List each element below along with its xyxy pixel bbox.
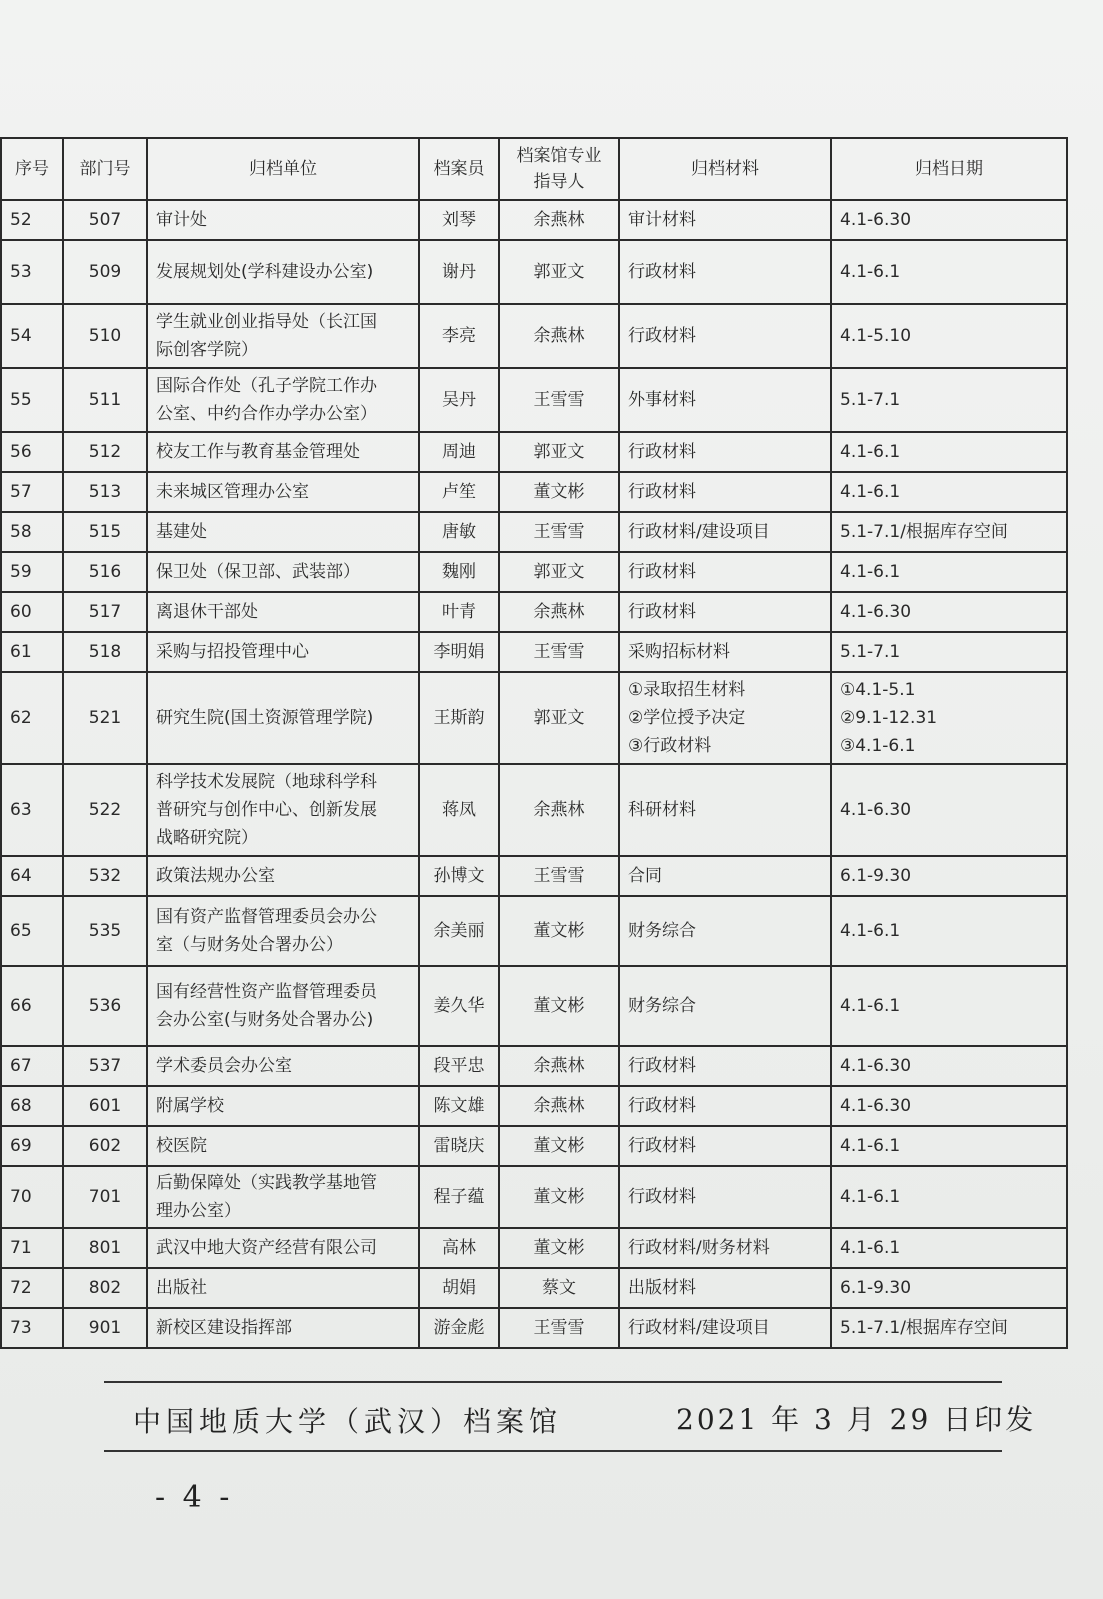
cell-unit: 保卫处（保卫部、武装部） — [147, 552, 419, 592]
cell-archivist: 胡娟 — [419, 1268, 499, 1308]
cell-guide: 董文彬 — [499, 896, 619, 966]
cell-dept: 801 — [63, 1228, 147, 1268]
footer-top-rule — [104, 1381, 1002, 1383]
cell-date: 4.1-6.30 — [831, 1086, 1067, 1126]
header-dept: 部门号 — [63, 138, 147, 200]
cell-guide: 余燕林 — [499, 304, 619, 368]
table-row — [1, 966, 1067, 1046]
cell-material: 行政材料 — [619, 1166, 831, 1228]
cell-archivist: 高林 — [419, 1228, 499, 1268]
cell-seq: 69 — [1, 1126, 63, 1166]
cell-dept: 536 — [63, 966, 147, 1046]
cell-date: 6.1-9.30 — [831, 1268, 1067, 1308]
cell-unit: 政策法规办公室 — [147, 856, 419, 896]
cell-seq: 53 — [1, 240, 63, 304]
cell-seq: 61 — [1, 632, 63, 672]
issue-date: 2021 年 3 月 29 日印发 — [676, 1403, 1037, 1436]
cell-seq: 71 — [1, 1228, 63, 1268]
table-row — [1, 432, 1067, 472]
table-row — [1, 764, 1067, 856]
table-row — [1, 512, 1067, 552]
cell-seq: 60 — [1, 592, 63, 632]
cell-guide: 王雪雪 — [499, 856, 619, 896]
cell-unit: 出版社 — [147, 1268, 419, 1308]
cell-unit: 基建处 — [147, 512, 419, 552]
cell-archivist: 雷晓庆 — [419, 1126, 499, 1166]
table-row — [1, 1086, 1067, 1126]
table-row — [1, 240, 1067, 304]
cell-archivist: 魏刚 — [419, 552, 499, 592]
cell-seq: 70 — [1, 1166, 63, 1228]
cell-archivist: 程子蕴 — [419, 1166, 499, 1228]
cell-archivist: 余美丽 — [419, 896, 499, 966]
cell-archivist: 卢笙 — [419, 472, 499, 512]
cell-material: ①录取招生材料 ②学位授予决定 ③行政材料 — [619, 672, 831, 764]
cell-material: 行政材料 — [619, 240, 831, 304]
cell-material: 行政材料/财务材料 — [619, 1228, 831, 1268]
cell-unit: 离退休干部处 — [147, 592, 419, 632]
cell-dept: 601 — [63, 1086, 147, 1126]
page-number: - 4 - — [155, 1480, 234, 1515]
cell-material: 财务综合 — [619, 896, 831, 966]
cell-material: 合同 — [619, 856, 831, 896]
cell-date: 4.1-6.1 — [831, 896, 1067, 966]
cell-archivist: 王斯韵 — [419, 672, 499, 764]
cell-seq: 68 — [1, 1086, 63, 1126]
cell-unit: 发展规划处(学科建设办公室) — [147, 240, 419, 304]
cell-seq: 52 — [1, 200, 63, 240]
footer-bottom-rule — [104, 1450, 1002, 1452]
cell-seq: 64 — [1, 856, 63, 896]
cell-dept: 518 — [63, 632, 147, 672]
cell-dept: 901 — [63, 1308, 147, 1348]
cell-guide: 郭亚文 — [499, 672, 619, 764]
cell-archivist: 李亮 — [419, 304, 499, 368]
cell-guide: 董文彬 — [499, 966, 619, 1046]
cell-seq: 73 — [1, 1308, 63, 1348]
cell-material: 行政材料 — [619, 1126, 831, 1166]
cell-unit: 校医院 — [147, 1126, 419, 1166]
cell-dept: 532 — [63, 856, 147, 896]
cell-unit: 国有资产监督管理委员会办公 室（与财务处合署办公） — [147, 896, 419, 966]
issuer-name: 中国地质大学（武汉）档案馆 — [133, 1405, 563, 1438]
cell-material: 财务综合 — [619, 966, 831, 1046]
cell-guide: 余燕林 — [499, 1086, 619, 1126]
cell-guide: 郭亚文 — [499, 240, 619, 304]
cell-date: 4.1-6.1 — [831, 1126, 1067, 1166]
cell-archivist: 孙博文 — [419, 856, 499, 896]
cell-archivist: 刘琴 — [419, 200, 499, 240]
header-material: 归档材料 — [619, 138, 831, 200]
table-header-row — [1, 138, 1067, 200]
cell-seq: 58 — [1, 512, 63, 552]
cell-dept: 516 — [63, 552, 147, 592]
cell-guide: 王雪雪 — [499, 1308, 619, 1348]
table-row — [1, 200, 1067, 240]
cell-archivist: 吴丹 — [419, 368, 499, 432]
cell-dept: 510 — [63, 304, 147, 368]
cell-date: 4.1-6.30 — [831, 200, 1067, 240]
cell-guide: 董文彬 — [499, 1166, 619, 1228]
table-row — [1, 472, 1067, 512]
cell-unit: 校友工作与教育基金管理处 — [147, 432, 419, 472]
header-archivist: 档案员 — [419, 138, 499, 200]
cell-unit: 国际合作处（孔子学院工作办 公室、中约合作办学办公室） — [147, 368, 419, 432]
cell-material: 行政材料 — [619, 472, 831, 512]
table-row — [1, 1268, 1067, 1308]
cell-material: 外事材料 — [619, 368, 831, 432]
cell-dept: 513 — [63, 472, 147, 512]
cell-date: 5.1-7.1 — [831, 632, 1067, 672]
cell-date: 5.1-7.1/根据库存空间 — [831, 512, 1067, 552]
cell-material: 行政材料/建设项目 — [619, 1308, 831, 1348]
cell-seq: 56 — [1, 432, 63, 472]
cell-archivist: 陈文雄 — [419, 1086, 499, 1126]
cell-seq: 66 — [1, 966, 63, 1046]
cell-seq: 62 — [1, 672, 63, 764]
cell-guide: 郭亚文 — [499, 432, 619, 472]
cell-material: 审计材料 — [619, 200, 831, 240]
cell-date: ①4.1-5.1 ②9.1-12.31 ③4.1-6.1 — [831, 672, 1067, 764]
cell-seq: 65 — [1, 896, 63, 966]
header-seq: 序号 — [1, 138, 63, 200]
cell-guide: 余燕林 — [499, 200, 619, 240]
header-date: 归档日期 — [831, 138, 1067, 200]
cell-archivist: 叶青 — [419, 592, 499, 632]
archive-schedule-table — [0, 137, 1068, 1349]
cell-material: 行政材料 — [619, 1046, 831, 1086]
cell-date: 4.1-6.1 — [831, 432, 1067, 472]
cell-material: 采购招标材料 — [619, 632, 831, 672]
cell-dept: 515 — [63, 512, 147, 552]
cell-seq: 54 — [1, 304, 63, 368]
cell-archivist: 谢丹 — [419, 240, 499, 304]
cell-material: 行政材料 — [619, 552, 831, 592]
cell-date: 4.1-6.1 — [831, 966, 1067, 1046]
table-row — [1, 856, 1067, 896]
cell-date: 4.1-6.1 — [831, 552, 1067, 592]
cell-archivist: 唐敏 — [419, 512, 499, 552]
cell-date: 5.1-7.1 — [831, 368, 1067, 432]
cell-dept: 517 — [63, 592, 147, 632]
cell-material: 行政材料 — [619, 304, 831, 368]
table-body — [1, 200, 1067, 1348]
cell-date: 4.1-6.30 — [831, 1046, 1067, 1086]
cell-material: 科研材料 — [619, 764, 831, 856]
header-guide: 档案馆专业 指导人 — [499, 138, 619, 200]
cell-guide: 余燕林 — [499, 592, 619, 632]
cell-guide: 郭亚文 — [499, 552, 619, 592]
cell-guide: 余燕林 — [499, 764, 619, 856]
cell-seq: 72 — [1, 1268, 63, 1308]
cell-date: 6.1-9.30 — [831, 856, 1067, 896]
cell-unit: 新校区建设指挥部 — [147, 1308, 419, 1348]
cell-dept: 512 — [63, 432, 147, 472]
cell-seq: 59 — [1, 552, 63, 592]
cell-unit: 后勤保障处（实践教学基地管 理办公室） — [147, 1166, 419, 1228]
cell-unit: 采购与招投管理中心 — [147, 632, 419, 672]
table-row — [1, 1166, 1067, 1228]
table-row — [1, 1308, 1067, 1348]
cell-guide: 王雪雪 — [499, 632, 619, 672]
cell-dept: 537 — [63, 1046, 147, 1086]
cell-material: 行政材料 — [619, 1086, 831, 1126]
cell-guide: 余燕林 — [499, 1046, 619, 1086]
cell-dept: 511 — [63, 368, 147, 432]
table-row — [1, 1228, 1067, 1268]
cell-seq: 57 — [1, 472, 63, 512]
cell-date: 4.1-6.30 — [831, 764, 1067, 856]
cell-unit: 武汉中地大资产经营有限公司 — [147, 1228, 419, 1268]
cell-material: 出版材料 — [619, 1268, 831, 1308]
cell-unit: 科学技术发展院（地球科学科 普研究与创作中心、创新发展 战略研究院） — [147, 764, 419, 856]
table-row — [1, 552, 1067, 592]
cell-dept: 602 — [63, 1126, 147, 1166]
table-row — [1, 1126, 1067, 1166]
table-row — [1, 304, 1067, 368]
header-unit: 归档单位 — [147, 138, 419, 200]
cell-guide: 董文彬 — [499, 1126, 619, 1166]
cell-guide: 董文彬 — [499, 1228, 619, 1268]
cell-guide: 蔡文 — [499, 1268, 619, 1308]
cell-guide: 王雪雪 — [499, 368, 619, 432]
cell-dept: 521 — [63, 672, 147, 764]
cell-seq: 67 — [1, 1046, 63, 1086]
cell-guide: 王雪雪 — [499, 512, 619, 552]
cell-archivist: 姜久华 — [419, 966, 499, 1046]
cell-material: 行政材料/建设项目 — [619, 512, 831, 552]
cell-unit: 附属学校 — [147, 1086, 419, 1126]
cell-unit: 学生就业创业指导处（长江国 际创客学院） — [147, 304, 419, 368]
table-row — [1, 896, 1067, 966]
cell-unit: 审计处 — [147, 200, 419, 240]
cell-dept: 509 — [63, 240, 147, 304]
cell-dept: 802 — [63, 1268, 147, 1308]
cell-dept: 507 — [63, 200, 147, 240]
cell-unit: 学术委员会办公室 — [147, 1046, 419, 1086]
cell-archivist: 周迪 — [419, 432, 499, 472]
cell-date: 4.1-6.1 — [831, 1228, 1067, 1268]
table-row — [1, 672, 1067, 764]
cell-material: 行政材料 — [619, 592, 831, 632]
table-row — [1, 368, 1067, 432]
cell-material: 行政材料 — [619, 432, 831, 472]
cell-archivist: 段平忠 — [419, 1046, 499, 1086]
cell-unit: 研究生院(国土资源管理学院) — [147, 672, 419, 764]
table-row — [1, 1046, 1067, 1086]
cell-dept: 522 — [63, 764, 147, 856]
cell-date: 4.1-6.1 — [831, 240, 1067, 304]
cell-archivist: 蒋凤 — [419, 764, 499, 856]
cell-archivist: 李明娟 — [419, 632, 499, 672]
cell-date: 4.1-6.1 — [831, 1166, 1067, 1228]
cell-unit: 国有经营性资产监督管理委员 会办公室(与财务处合署办公) — [147, 966, 419, 1046]
cell-seq: 55 — [1, 368, 63, 432]
table-row — [1, 592, 1067, 632]
cell-unit: 未来城区管理办公室 — [147, 472, 419, 512]
cell-date: 4.1-6.30 — [831, 592, 1067, 632]
cell-date: 4.1-5.10 — [831, 304, 1067, 368]
cell-archivist: 游金彪 — [419, 1308, 499, 1348]
table-row — [1, 632, 1067, 672]
cell-dept: 701 — [63, 1166, 147, 1228]
cell-seq: 63 — [1, 764, 63, 856]
cell-guide: 董文彬 — [499, 472, 619, 512]
cell-date: 5.1-7.1/根据库存空间 — [831, 1308, 1067, 1348]
cell-date: 4.1-6.1 — [831, 472, 1067, 512]
cell-dept: 535 — [63, 896, 147, 966]
